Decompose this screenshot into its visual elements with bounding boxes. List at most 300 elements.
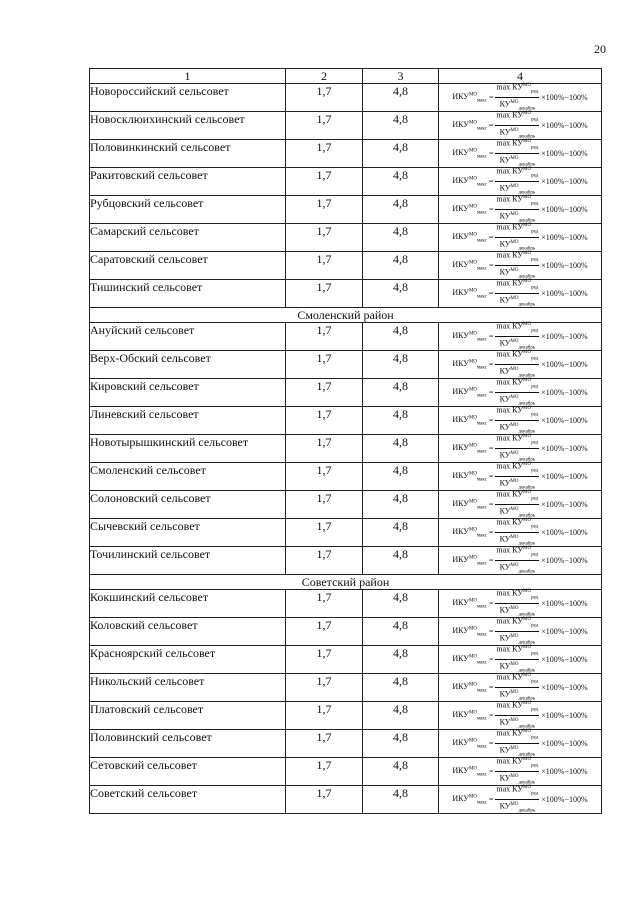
formula-tail: ×100%−100% (541, 233, 588, 242)
municipality-name: Линевский сельсовет (90, 407, 286, 435)
formula-lhs-sup: МО (468, 176, 478, 182)
formula-den-sub: декабрь (518, 752, 536, 758)
table-row (90, 351, 602, 379)
formula-equals: = (488, 149, 494, 158)
formula-den-sub: декабрь (518, 808, 536, 814)
formula-den-sup: МО (510, 563, 519, 568)
municipality-name: Советский сельсовет (90, 786, 286, 814)
formula-lhs (452, 331, 487, 343)
formula-lhs (452, 359, 487, 371)
formula-numerator (495, 320, 539, 337)
table-row (90, 112, 602, 140)
formula-den-main: КУ (499, 99, 511, 109)
formula-den-sub: декабрь (518, 429, 536, 435)
formula-lhs-sub: макс (477, 294, 487, 300)
formula-tail: ×100%−100% (541, 289, 588, 298)
formula-den-main: КУ (499, 605, 511, 615)
value-col-3: 4,8 (363, 280, 439, 308)
formula-den-sub: декабрь (518, 541, 536, 547)
formula-den-sub: декабрь (518, 457, 536, 463)
formula-denominator (500, 294, 536, 310)
value-col-2: 1,7 (286, 674, 363, 702)
formula (439, 140, 601, 167)
formula (439, 519, 601, 546)
formula-den-sup: МО (510, 367, 519, 372)
formula-num-sup: МО (523, 517, 532, 523)
formula-numerator (495, 432, 539, 449)
formula-tail: ×100%−100% (541, 261, 588, 270)
value-col-3: 4,8 (363, 168, 439, 196)
municipality-name: Новосклюихинский сельсовет (90, 112, 286, 140)
value-col-3: 4,8 (363, 463, 439, 491)
formula-numerator (495, 488, 539, 505)
value-col-2: 1,7 (286, 323, 363, 351)
formula-lhs-sup: МО (468, 738, 478, 744)
formula-den-main: КУ (499, 661, 511, 671)
formula-num-sub: ред (531, 735, 539, 740)
formula-den-sup: МО (510, 718, 519, 723)
formula-den-sup: МО (510, 535, 519, 540)
formula-lhs (452, 288, 487, 300)
formula-num-sup: МО (523, 278, 532, 284)
formula-num-sup: МО (523, 756, 532, 762)
value-col-3: 4,8 (363, 140, 439, 168)
formula-num-main: max КУ (496, 82, 524, 92)
table-row (90, 196, 602, 224)
formula (439, 491, 601, 518)
formula-lhs-sup: МО (468, 682, 478, 688)
formula-lhs-main: ИКУ (452, 681, 469, 691)
formula-lhs-sup: МО (468, 204, 478, 210)
formula-equals: = (488, 360, 494, 369)
formula-den-sup: МО (510, 662, 519, 667)
formula-den-sup: МО (510, 296, 519, 301)
formula (439, 547, 601, 574)
table-row (90, 435, 602, 463)
table-row (90, 280, 602, 308)
formula-cell (439, 280, 602, 308)
formula-lhs-sub: макс (477, 210, 487, 216)
formula-numerator (495, 671, 539, 688)
formula-den-main: КУ (499, 478, 511, 488)
formula-cell (439, 491, 602, 519)
formula-den-sub: декабрь (518, 668, 536, 674)
formula-den-main: КУ (499, 338, 511, 348)
table-row (90, 323, 602, 351)
formula-lhs (452, 527, 487, 539)
formula-lhs (452, 555, 487, 567)
column-header-4: 4 (439, 69, 602, 84)
formula-lhs-main: ИКУ (452, 498, 469, 508)
formula-num-sub: ред (531, 651, 539, 656)
formula-den-main: КУ (499, 422, 511, 432)
formula-num-main: max КУ (496, 728, 524, 738)
formula-equals: = (488, 528, 494, 537)
value-col-2: 1,7 (286, 280, 363, 308)
formula-numerator (495, 221, 539, 238)
formula-num-main: max КУ (496, 250, 524, 260)
formula-lhs-sub: макс (477, 505, 487, 511)
municipality-name: Никольский сельсовет (90, 674, 286, 702)
formula-den-main: КУ (499, 633, 511, 643)
formula-num-sup: МО (523, 588, 532, 594)
formula-lhs-sub: макс (477, 182, 487, 188)
formula-num-sup: МО (523, 700, 532, 706)
formula (439, 323, 601, 350)
municipality-name: Ануйский сельсовет (90, 323, 286, 351)
formula-cell (439, 351, 602, 379)
formula-lhs-sub: макс (477, 604, 487, 610)
formula-cell (439, 196, 602, 224)
formula-num-sub: ред (531, 552, 539, 557)
formula-numerator (495, 193, 539, 210)
table-row (90, 758, 602, 786)
section-title: Смоленский район (90, 308, 602, 323)
formula-den-sup: МО (510, 479, 519, 484)
formula-equals: = (488, 416, 494, 425)
formula-lhs-sub: макс (477, 744, 487, 750)
formula (439, 351, 601, 378)
formula-den-sup: МО (510, 802, 519, 807)
formula-den-main: КУ (499, 717, 511, 727)
formula-lhs (452, 120, 487, 132)
formula-denominator (500, 800, 536, 816)
formula-tail: ×100%−100% (541, 121, 588, 130)
formula-num-sub: ред (531, 384, 539, 389)
value-col-3: 4,8 (363, 646, 439, 674)
formula-numerator (495, 109, 539, 126)
formula-den-sub: декабрь (518, 190, 536, 196)
formula-tail: ×100%−100% (541, 149, 588, 158)
formula-lhs-sub: макс (477, 716, 487, 722)
value-col-3: 4,8 (363, 379, 439, 407)
table-row (90, 379, 602, 407)
formula-den-sub: декабрь (518, 612, 536, 618)
formula-den-main: КУ (499, 127, 511, 137)
formula-tail: ×100%−100% (541, 655, 588, 664)
formula-equals: = (488, 388, 494, 397)
formula-lhs (452, 232, 487, 244)
formula-tail: ×100%−100% (541, 528, 588, 537)
formula-den-sup: МО (510, 451, 519, 456)
formula (439, 786, 601, 813)
formula-lhs (452, 260, 487, 272)
formula-den-sup: МО (510, 606, 519, 611)
municipality-name: Платовский сельсовет (90, 702, 286, 730)
formula-den-sub: декабрь (518, 485, 536, 491)
formula-lhs-main: ИКУ (452, 386, 469, 396)
formula-equals: = (488, 472, 494, 481)
formula-den-sub: декабрь (518, 373, 536, 379)
formula-den-main: КУ (499, 211, 511, 221)
formula-tail: ×100%−100% (541, 599, 588, 608)
formula-num-sub: ред (531, 328, 539, 333)
table-row (90, 786, 602, 814)
value-col-3: 4,8 (363, 786, 439, 814)
formula-num-sup: МО (523, 110, 532, 116)
value-col-2: 1,7 (286, 786, 363, 814)
value-col-3: 4,8 (363, 351, 439, 379)
formula-cell (439, 463, 602, 491)
formula-den-main: КУ (499, 562, 511, 572)
value-col-3: 4,8 (363, 407, 439, 435)
formula-equals: = (488, 711, 494, 720)
formula (439, 112, 601, 139)
formula-den-sup: МО (510, 507, 519, 512)
formula-lhs-sup: МО (468, 626, 478, 632)
value-col-3: 4,8 (363, 547, 439, 575)
formula-num-sup: МО (523, 82, 532, 88)
formula-lhs (452, 738, 487, 750)
formula-lhs (452, 626, 487, 638)
value-col-2: 1,7 (286, 519, 363, 547)
formula-lhs-sup: МО (468, 359, 478, 365)
formula-den-sub: декабрь (518, 569, 536, 575)
page-number: 20 (594, 42, 606, 56)
formula-num-main: max КУ (496, 672, 524, 682)
formula (439, 646, 601, 673)
value-col-3: 4,8 (363, 323, 439, 351)
formula-lhs (452, 499, 487, 511)
formula-den-sub: декабрь (518, 246, 536, 252)
value-col-2: 1,7 (286, 435, 363, 463)
formula-equals: = (488, 177, 494, 186)
formula-den-sub: декабрь (518, 696, 536, 702)
table-row (90, 618, 602, 646)
formula-tail: ×100%−100% (541, 627, 588, 636)
section-title: Советский район (90, 575, 602, 590)
formula-fraction (495, 277, 539, 311)
formula-lhs-sup: МО (468, 555, 478, 561)
formula-den-main: КУ (499, 183, 511, 193)
formula-num-sub: ред (531, 145, 539, 150)
formula-cell (439, 646, 602, 674)
formula-den-sup: МО (510, 100, 519, 105)
formula-den-sup: МО (510, 634, 519, 639)
municipality-name: Половинский сельсовет (90, 730, 286, 758)
formula-num-sub: ред (531, 89, 539, 94)
value-col-2: 1,7 (286, 702, 363, 730)
formula-lhs-sub: макс (477, 393, 487, 399)
table-row (90, 140, 602, 168)
formula-lhs-main: ИКУ (452, 625, 469, 635)
value-col-2: 1,7 (286, 168, 363, 196)
value-col-2: 1,7 (286, 646, 363, 674)
formula-lhs-sup: МО (468, 260, 478, 266)
formula-num-sup: МО (523, 166, 532, 172)
formula-numerator (495, 137, 539, 154)
formula-lhs-sup: МО (468, 443, 478, 449)
table-row (90, 547, 602, 575)
formula-numerator (495, 165, 539, 182)
formula-num-main: max КУ (496, 433, 524, 443)
formula-cell (439, 730, 602, 758)
value-col-3: 4,8 (363, 730, 439, 758)
formula-lhs (452, 148, 487, 160)
formula-den-main: КУ (499, 773, 511, 783)
formula-numerator (495, 277, 539, 294)
formula-num-main: max КУ (496, 784, 524, 794)
formula-lhs-main: ИКУ (452, 765, 469, 775)
formula-lhs-sub: макс (477, 98, 487, 104)
formula-lhs-sub: макс (477, 154, 487, 160)
municipality-name: Кировский сельсовет (90, 379, 286, 407)
value-col-2: 1,7 (286, 379, 363, 407)
formula-lhs-sup: МО (468, 331, 478, 337)
value-col-3: 4,8 (363, 590, 439, 618)
formula-cell (439, 168, 602, 196)
formula-numerator (495, 460, 539, 477)
value-col-3: 4,8 (363, 84, 439, 112)
formula-tail: ×100%−100% (541, 683, 588, 692)
table-row (90, 730, 602, 758)
formula-den-sub: декабрь (518, 274, 536, 280)
formula-num-sub: ред (531, 285, 539, 290)
formula-lhs (452, 598, 487, 610)
formula-num-main: max КУ (496, 349, 524, 359)
municipality-name: Коловский сельсовет (90, 618, 286, 646)
value-col-3: 4,8 (363, 702, 439, 730)
value-col-2: 1,7 (286, 590, 363, 618)
formula-den-sup: МО (510, 240, 519, 245)
formula-lhs-main: ИКУ (452, 91, 469, 101)
formula-tail: ×100%−100% (541, 177, 588, 186)
formula-den-main: КУ (499, 295, 511, 305)
formula-lhs-sub: макс (477, 800, 487, 806)
formula-num-sub: ред (531, 201, 539, 206)
table-row (90, 674, 602, 702)
formula-lhs-sup: МО (468, 471, 478, 477)
formula-lhs (452, 794, 487, 806)
formula-den-sub: декабрь (518, 345, 536, 351)
formula-lhs-main: ИКУ (452, 793, 469, 803)
table-row (90, 407, 602, 435)
formula-equals: = (488, 627, 494, 636)
value-col-2: 1,7 (286, 112, 363, 140)
formula-den-sup: МО (510, 774, 519, 779)
formula-tail: ×100%−100% (541, 444, 588, 453)
formula-numerator (495, 727, 539, 744)
value-col-3: 4,8 (363, 618, 439, 646)
formula-lhs (452, 92, 487, 104)
formula-lhs-main: ИКУ (452, 414, 469, 424)
formula-num-sup: МО (523, 349, 532, 355)
formula-tail: ×100%−100% (541, 556, 588, 565)
formula-lhs-main: ИКУ (452, 147, 469, 157)
municipality-name: Тишинский сельсовет (90, 280, 286, 308)
formula-equals: = (488, 739, 494, 748)
formula-equals: = (488, 205, 494, 214)
table-row (90, 252, 602, 280)
formula-num-main: max КУ (496, 644, 524, 654)
municipality-name: Сетовский сельсовет (90, 758, 286, 786)
formula-denominator (500, 561, 536, 577)
formula-equals: = (488, 289, 494, 298)
formula (439, 252, 601, 279)
formula-num-sub: ред (531, 524, 539, 529)
formula (439, 758, 601, 785)
formula-cell (439, 786, 602, 814)
formula (439, 702, 601, 729)
table-row (90, 168, 602, 196)
formula-num-sup: МО (523, 784, 532, 790)
table-row (90, 224, 602, 252)
formula-equals: = (488, 93, 494, 102)
formula-num-sub: ред (531, 707, 539, 712)
municipality-name: Верх-Обский сельсовет (90, 351, 286, 379)
formula-num-main: max КУ (496, 405, 524, 415)
formula-den-main: КУ (499, 239, 511, 249)
formula-lhs-main: ИКУ (452, 737, 469, 747)
formula-num-sup: МО (523, 194, 532, 200)
formula-den-main: КУ (499, 689, 511, 699)
value-col-2: 1,7 (286, 491, 363, 519)
formula-equals: = (488, 556, 494, 565)
formula-numerator (495, 81, 539, 98)
formula-lhs-sub: макс (477, 449, 487, 455)
value-col-3: 4,8 (363, 196, 439, 224)
formula-den-sub: декабрь (518, 724, 536, 730)
formula (439, 224, 601, 251)
formula-num-sub: ред (531, 679, 539, 684)
formula-lhs-sup: МО (468, 387, 478, 393)
formula-cell (439, 547, 602, 575)
formula-num-sub: ред (531, 173, 539, 178)
formula-den-sub: декабрь (518, 162, 536, 168)
formula (439, 168, 601, 195)
formula-num-sub: ред (531, 496, 539, 501)
value-col-2: 1,7 (286, 196, 363, 224)
formula-cell (439, 435, 602, 463)
formula-num-sub: ред (531, 468, 539, 473)
formula-den-sub: декабрь (518, 513, 536, 519)
formula-tail: ×100%−100% (541, 416, 588, 425)
formula-equals: = (488, 121, 494, 130)
formula-numerator (495, 376, 539, 393)
formula-num-main: max КУ (496, 110, 524, 120)
formula-lhs-main: ИКУ (452, 203, 469, 213)
formula-lhs-sub: макс (477, 337, 487, 343)
value-col-2: 1,7 (286, 730, 363, 758)
formula-cell (439, 112, 602, 140)
municipality-name: Саратовский сельсовет (90, 252, 286, 280)
municipality-name: Солоновский сельсовет (90, 491, 286, 519)
municipality-name: Точилинский сельсовет (90, 547, 286, 575)
formula-lhs-sup: МО (468, 148, 478, 154)
formula-cell (439, 590, 602, 618)
formula-den-main: КУ (499, 801, 511, 811)
formula-lhs (452, 710, 487, 722)
formula-lhs-sub: макс (477, 365, 487, 371)
formula-num-sup: МО (523, 321, 532, 327)
formula-lhs-sup: МО (468, 766, 478, 772)
formula-num-main: max КУ (496, 138, 524, 148)
formula-num-main: max КУ (496, 321, 524, 331)
value-col-2: 1,7 (286, 463, 363, 491)
formula-lhs (452, 443, 487, 455)
formula-fraction (495, 783, 539, 817)
formula-num-sub: ред (531, 257, 539, 262)
formula-lhs (452, 204, 487, 216)
formula-equals: = (488, 444, 494, 453)
formula-den-sub: декабрь (518, 640, 536, 646)
formula-num-sub: ред (531, 791, 539, 796)
formula-cell (439, 758, 602, 786)
formula-cell (439, 323, 602, 351)
formula-lhs-sub: макс (477, 477, 487, 483)
formula-lhs-sup: МО (468, 527, 478, 533)
formula-num-sup: МО (523, 222, 532, 228)
